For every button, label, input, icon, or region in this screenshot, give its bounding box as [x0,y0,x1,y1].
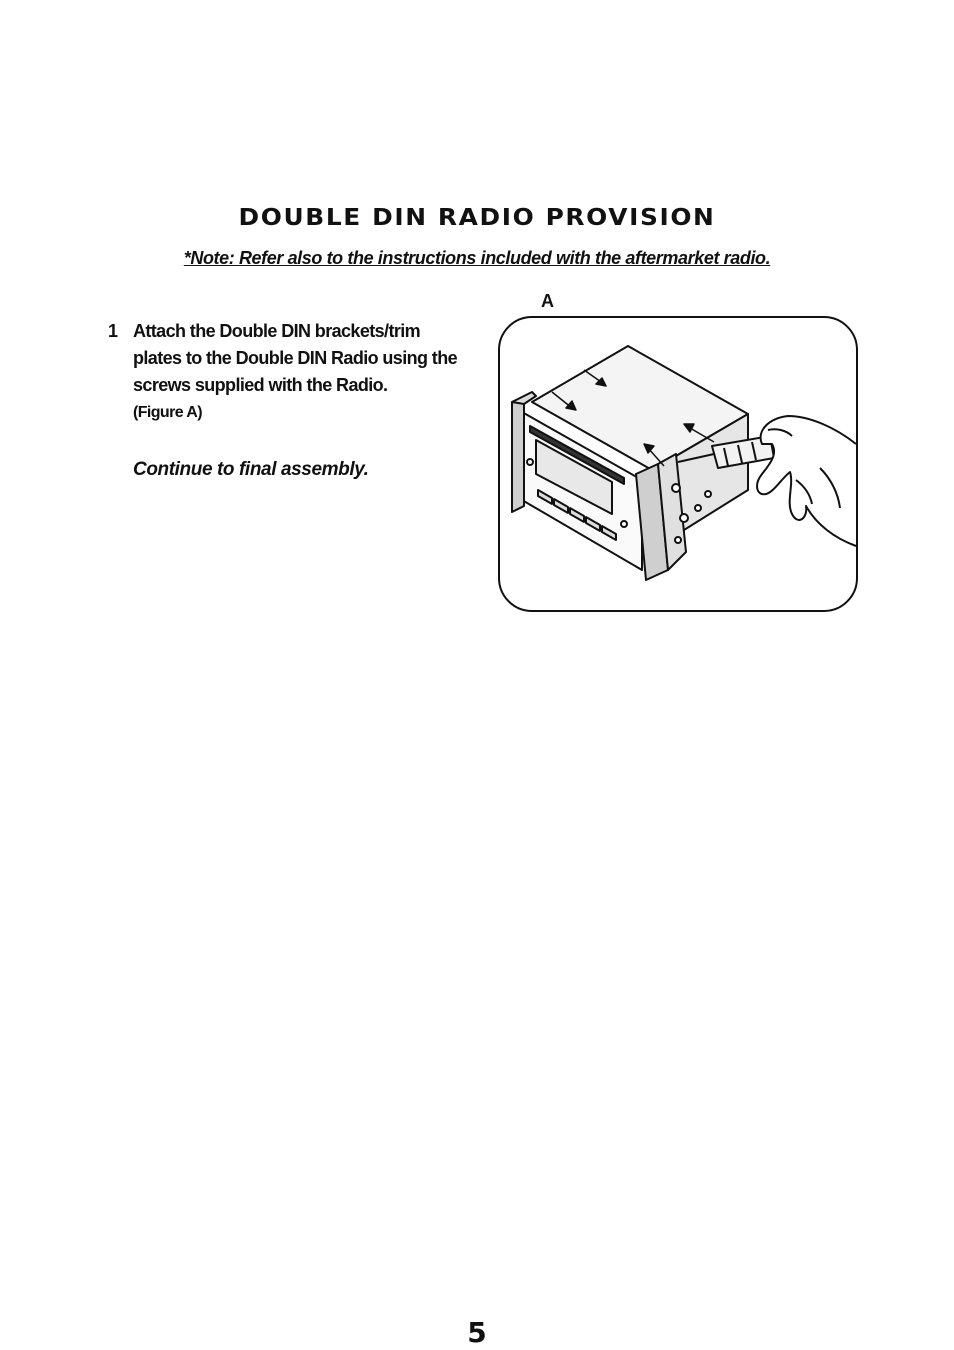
figure-frame [498,316,858,612]
page-number: 5 [467,1316,487,1349]
hand [757,416,856,546]
page-title: DOUBLE DIN RADIO PROVISION [238,205,716,231]
continue-text: Continue to final assembly. [133,459,369,480]
step-body [133,318,463,426]
figure-reference: (Figure A) [133,404,202,421]
radio-bracket-illustration [500,318,856,610]
step-text: Attach the Double DIN brackets/trim plates to the Double DIN Radio using the screws supplied with the Radio. [133,321,458,395]
left-trim-bracket [512,398,524,512]
step-number: 1 [108,321,118,341]
note-text: *Note: Refer also to the instructions included with the aftermarket radio. [183,248,771,268]
figure-label: A [541,291,554,311]
